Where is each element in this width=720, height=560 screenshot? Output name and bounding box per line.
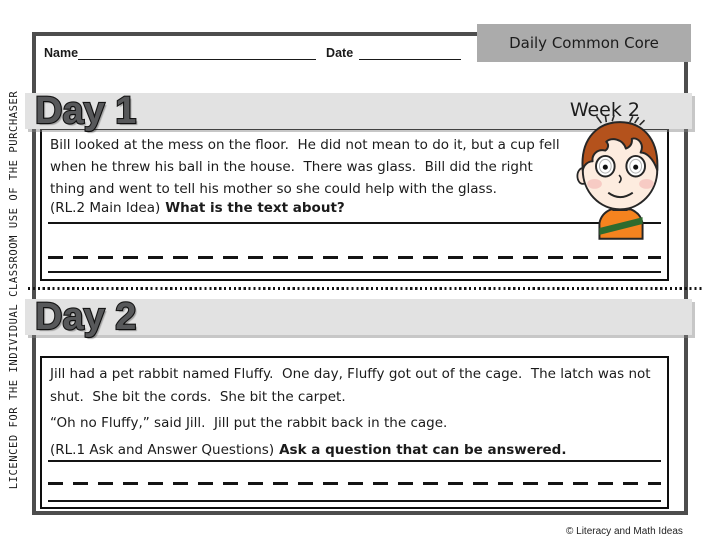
date-blank-line bbox=[359, 46, 461, 60]
day2-answer-line-top bbox=[48, 460, 661, 462]
day1-title: Day 1 bbox=[35, 90, 137, 132]
boy-illustration bbox=[572, 114, 670, 240]
day1-question bbox=[50, 200, 659, 216]
day2-title: Day 2 bbox=[35, 296, 137, 338]
day1-answer-line-dashed bbox=[48, 256, 661, 259]
day1-question-text: What is the text about? bbox=[165, 200, 345, 216]
name-blank-line bbox=[78, 46, 316, 60]
name-label: Name bbox=[44, 46, 79, 60]
day1-answer-line-top bbox=[48, 222, 661, 224]
date-label: Date bbox=[326, 46, 354, 60]
daily-common-core-badge: Daily Common Core bbox=[477, 24, 691, 62]
license-notice: LICENCED FOR THE INDIVIDUAL CLASSROOM USE OF THE PURCHASER bbox=[8, 90, 20, 490]
day1-standard-ref: (RL.2 Main Idea) bbox=[50, 200, 161, 216]
week-label: Week 2 bbox=[569, 99, 640, 121]
day2-question-text: Ask a question that can be answered. bbox=[279, 442, 567, 458]
day2-question bbox=[50, 442, 659, 458]
day2-passage-box bbox=[40, 356, 669, 509]
day2-answer-line-dashed bbox=[48, 482, 661, 485]
copyright-footer: © Literacy and Math Ideas bbox=[566, 526, 683, 537]
day2-standard-ref: (RL.1 Ask and Answer Questions) bbox=[50, 442, 275, 458]
day2-passage-paragraph2: “Oh no Fluffy,” said Jill. Jill put the rabbit back in the cage. bbox=[50, 415, 448, 431]
day1-answer-line-bottom bbox=[48, 271, 661, 273]
day2-passage-paragraph1: Jill had a pet rabbit named Fluffy. One day, Fluffy got out of the cage. The latch was not shut. She bit the cords. She bit the carpet. bbox=[50, 366, 655, 405]
section-divider-dotted bbox=[28, 287, 704, 290]
day1-passage-text: Bill looked at the mess on the floor. He did not mean to do it, but a cup fell when he threw his ball in the house. There was glass. Bill did the right thing and went to tell his mother so she could help with the glass. bbox=[50, 137, 564, 197]
day2-banner bbox=[25, 296, 692, 338]
day2-answer-line-bottom bbox=[48, 500, 661, 502]
